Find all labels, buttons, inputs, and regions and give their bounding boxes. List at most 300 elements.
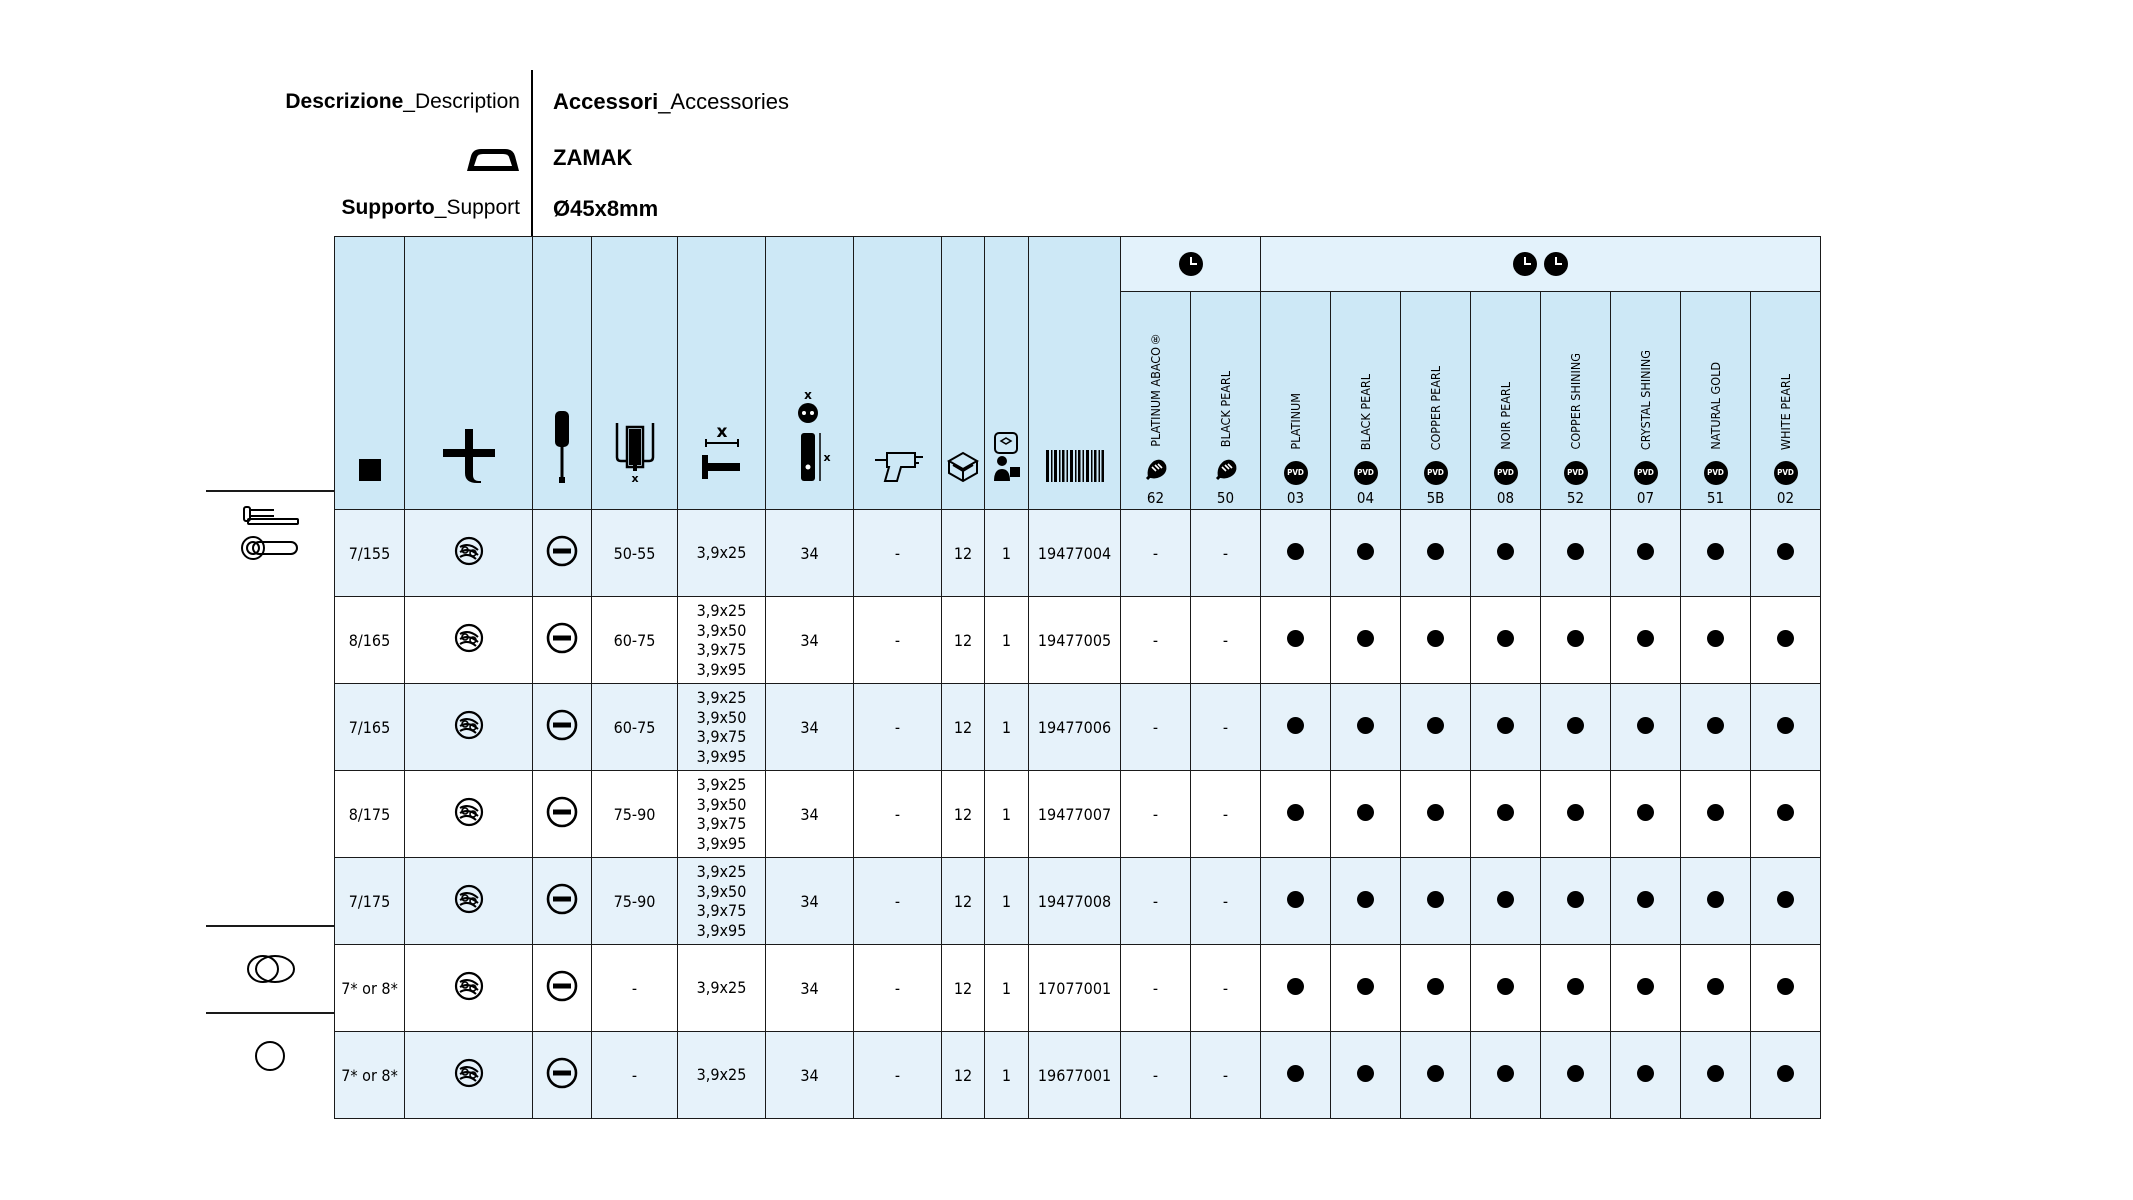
fixing-cell (405, 684, 533, 771)
spindle-cell: 8/175 (335, 771, 405, 858)
square-spindle-icon (357, 457, 383, 483)
drill-cell: - (854, 858, 942, 945)
box-cell: 12 (942, 1032, 985, 1119)
thickness-cell: 60-75 (592, 684, 678, 771)
code-cell: 19477005 (1029, 597, 1121, 684)
finish-availability (1401, 858, 1471, 945)
fixing-cell (405, 510, 533, 597)
finish-header (1331, 292, 1401, 510)
available-dot (1427, 543, 1444, 560)
available-dot (1427, 717, 1444, 734)
fixing-cell (405, 771, 533, 858)
hidden-fixing-icon (454, 623, 484, 653)
available-dot (1707, 630, 1724, 647)
finish-header (1681, 292, 1751, 510)
finish-availability (1401, 771, 1471, 858)
finish-availability (1681, 945, 1751, 1032)
available-dot (1707, 804, 1724, 821)
finish-availability (1611, 858, 1681, 945)
screws-cell (678, 1032, 766, 1119)
available-dot (1637, 543, 1654, 560)
header-pack (985, 237, 1029, 510)
lever-handle-icon (240, 505, 300, 561)
tool-cell (533, 597, 592, 684)
tool-cell (533, 771, 592, 858)
available-dot (1637, 978, 1654, 995)
finish-availability (1611, 597, 1681, 684)
screwdriver-slot-icon (546, 796, 578, 828)
screw-size: 3,9x50 (696, 620, 747, 640)
available-dot (1567, 891, 1584, 908)
pvd-badge: PVD (1774, 461, 1798, 485)
screw-size: 3,9x95 (696, 833, 747, 853)
finish-code: 03 (1286, 489, 1305, 507)
screwdriver-slot-icon (546, 709, 578, 741)
screws-cell (678, 684, 766, 771)
screwdriver-icon (552, 411, 572, 483)
finish-header (1121, 292, 1191, 510)
hidden-fixing-icon (454, 971, 484, 1001)
table-row (335, 684, 1821, 771)
available-dot (1427, 978, 1444, 995)
table-row (335, 597, 1821, 684)
available-dot (1287, 717, 1304, 734)
finish-availability (1331, 858, 1401, 945)
finish-availability (1471, 510, 1541, 597)
available-dot (1637, 630, 1654, 647)
available-dot (1287, 804, 1304, 821)
available-dot (1567, 804, 1584, 821)
clock-icon (1512, 251, 1538, 277)
screw-size: 3,9x25 (696, 1065, 747, 1085)
door-thickness-icon (613, 421, 657, 483)
table-row (335, 858, 1821, 945)
drill-cell: - (854, 945, 942, 1032)
screws-cell (678, 510, 766, 597)
clock-icon (1543, 251, 1569, 277)
screw-size: 3,9x25 (696, 543, 747, 563)
finish-name: COPPER SHINING (1568, 353, 1583, 450)
finish-availability (1681, 510, 1751, 597)
finish-availability (1541, 597, 1611, 684)
finish-availability (1541, 945, 1611, 1032)
thickness-cell: 75-90 (592, 771, 678, 858)
description-value: Accessori_Accessories (553, 89, 790, 114)
available-dot (1637, 717, 1654, 734)
finish-code: 04 (1356, 489, 1375, 507)
screwdriver-slot-icon (546, 970, 578, 1002)
screw-size: 3,9x75 (696, 640, 747, 659)
rose-cell: 34 (766, 597, 854, 684)
finish-availability (1751, 597, 1821, 684)
screws-cell (678, 597, 766, 684)
spindle-cell: 7* or 8* (335, 1032, 405, 1119)
available-dot (1707, 543, 1724, 560)
header-tool (533, 237, 592, 510)
box-icon (945, 449, 981, 483)
box-cell: 12 (942, 510, 985, 597)
tool-cell (533, 510, 592, 597)
finish-availability: - (1121, 858, 1191, 945)
pvd-badge: PVD (1564, 461, 1588, 485)
available-dot (1707, 891, 1724, 908)
header-box (942, 237, 985, 510)
available-dot (1567, 543, 1584, 560)
pack-cell: 1 (985, 510, 1029, 597)
finish-availability (1751, 1032, 1821, 1119)
finish-code: 51 (1706, 489, 1725, 507)
box-cell: 12 (942, 858, 985, 945)
finish-availability (1401, 945, 1471, 1032)
box-cell: 12 (942, 945, 985, 1032)
screw-size: 3,9x75 (696, 727, 747, 746)
finish-header (1261, 292, 1331, 510)
finish-availability (1471, 858, 1541, 945)
box-cell: 12 (942, 684, 985, 771)
finish-name: NOIR PEARL (1498, 382, 1513, 450)
header-spindle (335, 237, 405, 510)
pack-cell: 1 (985, 771, 1029, 858)
finish-availability (1331, 945, 1401, 1032)
material-value: ZAMAK (553, 145, 633, 170)
finish-header (1611, 292, 1681, 510)
tool-cell (533, 858, 592, 945)
finish-availability (1401, 1032, 1471, 1119)
finish-availability: - (1121, 771, 1191, 858)
special-finish-icon (1144, 457, 1168, 481)
info-divider (531, 70, 533, 236)
thickness-cell: - (592, 945, 678, 1032)
available-dot (1427, 630, 1444, 647)
product-table (334, 236, 1821, 1119)
available-dot (1497, 978, 1514, 995)
table-row (335, 510, 1821, 597)
svg-text:x: x (630, 472, 639, 483)
pvd-badge: PVD (1634, 461, 1658, 485)
clock-icon (1178, 251, 1204, 277)
rose-thickness-icon (788, 387, 832, 483)
box-cell: 12 (942, 597, 985, 684)
finish-availability (1331, 510, 1401, 597)
finish-availability (1471, 945, 1541, 1032)
available-dot (1637, 804, 1654, 821)
drill-cell: - (854, 1032, 942, 1119)
screw-size: 3,9x25 (696, 688, 747, 707)
finish-availability (1541, 510, 1611, 597)
finish-availability (1681, 858, 1751, 945)
drill-cell: - (854, 771, 942, 858)
available-dot (1567, 630, 1584, 647)
header-drill (854, 237, 942, 510)
header-fixing (405, 237, 533, 510)
description-label: Descrizione_Description (285, 90, 520, 113)
finish-code: 50 (1216, 489, 1235, 507)
code-cell: 19477008 (1029, 858, 1121, 945)
finish-availability (1401, 597, 1471, 684)
screw-size: 3,9x25 (696, 775, 747, 794)
finish-availability: - (1121, 945, 1191, 1032)
group-divider (206, 490, 334, 492)
rose-cell: 34 (766, 1032, 854, 1119)
finish-availability (1611, 510, 1681, 597)
pvd-badge: PVD (1494, 461, 1518, 485)
header-screws (678, 237, 766, 510)
finish-availability (1751, 510, 1821, 597)
thickness-cell: 75-90 (592, 858, 678, 945)
fixing-cell (405, 597, 533, 684)
support-label: Supporto_Support (341, 196, 520, 219)
finish-header (1751, 292, 1821, 510)
available-dot (1287, 543, 1304, 560)
table-row (335, 945, 1821, 1032)
finish-availability (1681, 771, 1751, 858)
finish-name: PLATINUM ABACO® (1148, 332, 1163, 447)
hidden-fixing-icon (454, 536, 484, 566)
finish-name: BLACK PEARL (1218, 370, 1233, 447)
finish-code: 52 (1566, 489, 1585, 507)
table-row (335, 1032, 1821, 1119)
drill-cell: - (854, 597, 942, 684)
screw-size: 3,9x95 (696, 746, 747, 766)
finish-name: PLATINUM (1288, 393, 1303, 450)
pvd-badge: PVD (1424, 461, 1448, 485)
rose-cell: 34 (766, 510, 854, 597)
rose-cell: 34 (766, 858, 854, 945)
screw-size: 3,9x50 (696, 794, 747, 814)
code-cell: 19477006 (1029, 684, 1121, 771)
available-dot (1777, 543, 1794, 560)
finish-availability (1401, 684, 1471, 771)
finish-availability (1751, 684, 1821, 771)
finish-availability (1331, 771, 1401, 858)
finish-availability: - (1121, 684, 1191, 771)
available-dot (1777, 978, 1794, 995)
available-dot (1497, 1065, 1514, 1082)
pack-cell: 1 (985, 945, 1029, 1032)
screw-size: 3,9x25 (696, 862, 747, 881)
tool-cell (533, 1032, 592, 1119)
finish-availability: - (1191, 684, 1261, 771)
screw-size: 3,9x25 (696, 601, 747, 620)
thickness-cell: 60-75 (592, 597, 678, 684)
screwdriver-slot-icon (546, 883, 578, 915)
finish-availability (1261, 1032, 1331, 1119)
available-dot (1567, 717, 1584, 734)
finish-availability: - (1191, 1032, 1261, 1119)
code-cell: 19477004 (1029, 510, 1121, 597)
available-dot (1357, 804, 1374, 821)
available-dot (1777, 804, 1794, 821)
hidden-fixing-icon (454, 884, 484, 914)
pvd-badge: PVD (1284, 461, 1308, 485)
available-dot (1707, 1065, 1724, 1082)
spindle-cell: 8/165 (335, 597, 405, 684)
available-dot (1427, 891, 1444, 908)
finish-availability (1681, 684, 1751, 771)
finish-availability: - (1191, 597, 1261, 684)
rose-cell: 34 (766, 945, 854, 1032)
finish-availability: - (1191, 510, 1261, 597)
available-dot (1357, 630, 1374, 647)
available-dot (1357, 1065, 1374, 1082)
finish-availability (1471, 597, 1541, 684)
screw-size: 3,9x25 (696, 978, 747, 998)
pvd-badge: PVD (1354, 461, 1378, 485)
zamak-rose-profile-icon (465, 144, 521, 174)
available-dot (1497, 804, 1514, 821)
finish-availability: - (1121, 510, 1191, 597)
hidden-fixing-icon (454, 710, 484, 740)
finish-availability (1331, 597, 1401, 684)
finish-availability (1331, 684, 1401, 771)
rose-cell: 34 (766, 771, 854, 858)
finish-availability (1261, 945, 1331, 1032)
group-divider (206, 925, 334, 927)
finish-availability (1611, 771, 1681, 858)
available-dot (1287, 630, 1304, 647)
finish-availability: - (1191, 945, 1261, 1032)
package-person-icon (992, 431, 1022, 483)
header-code (1029, 237, 1121, 510)
box-cell: 12 (942, 771, 985, 858)
available-dot (1777, 891, 1794, 908)
pvd-badge: PVD (1704, 461, 1728, 485)
finish-header (1541, 292, 1611, 510)
oval-rose-icon (245, 953, 297, 985)
available-dot (1357, 891, 1374, 908)
group-two-clocks (1261, 237, 1821, 292)
available-dot (1637, 891, 1654, 908)
svg-text:x: x (716, 422, 727, 442)
finish-header (1471, 292, 1541, 510)
spindle-cell: 7* or 8* (335, 945, 405, 1032)
cross-fixing-icon (441, 427, 497, 483)
code-cell: 19677001 (1029, 1032, 1121, 1119)
available-dot (1287, 891, 1304, 908)
svg-text:x: x (803, 388, 812, 402)
available-dot (1357, 717, 1374, 734)
available-dot (1287, 978, 1304, 995)
hidden-fixing-icon (454, 1058, 484, 1088)
table-row (335, 771, 1821, 858)
finish-availability (1401, 510, 1471, 597)
finish-availability (1611, 1032, 1681, 1119)
available-dot (1287, 1065, 1304, 1082)
finish-availability (1681, 1032, 1751, 1119)
special-finish-icon (1214, 457, 1238, 481)
finish-availability (1751, 945, 1821, 1032)
finish-availability (1261, 858, 1331, 945)
finish-name: NATURAL GOLD (1708, 362, 1723, 450)
finish-availability (1541, 858, 1611, 945)
svg-text:x: x (822, 451, 831, 464)
finish-availability (1471, 684, 1541, 771)
tool-cell (533, 945, 592, 1032)
finish-availability (1541, 1032, 1611, 1119)
group-divider (206, 1012, 334, 1014)
available-dot (1707, 717, 1724, 734)
available-dot (1357, 978, 1374, 995)
thickness-cell: 50-55 (592, 510, 678, 597)
support-value: Ø45x8mm (553, 196, 659, 221)
available-dot (1497, 630, 1514, 647)
hidden-fixing-icon (454, 797, 484, 827)
available-dot (1497, 543, 1514, 560)
finish-availability (1261, 597, 1331, 684)
group-one-clock (1121, 237, 1261, 292)
finish-availability (1751, 771, 1821, 858)
fixing-cell (405, 945, 533, 1032)
available-dot (1357, 543, 1374, 560)
finish-code: 02 (1776, 489, 1795, 507)
finish-availability (1611, 684, 1681, 771)
finish-availability (1471, 771, 1541, 858)
rose-cell: 34 (766, 684, 854, 771)
code-cell: 17077001 (1029, 945, 1121, 1032)
finish-availability: - (1191, 858, 1261, 945)
fixing-cell (405, 858, 533, 945)
thickness-cell: - (592, 1032, 678, 1119)
finish-name: COPPER PEARL (1428, 365, 1443, 450)
finish-code: 07 (1636, 489, 1655, 507)
spindle-cell: 7/175 (335, 858, 405, 945)
finish-header (1401, 292, 1471, 510)
screw-size: 3,9x75 (696, 901, 747, 920)
tool-cell (533, 684, 592, 771)
spindle-cell: 7/155 (335, 510, 405, 597)
screwdriver-slot-icon (546, 1057, 578, 1089)
screws-cell (678, 771, 766, 858)
finish-availability (1751, 858, 1821, 945)
pack-cell: 1 (985, 597, 1029, 684)
drill-cell: - (854, 684, 942, 771)
finish-name: BLACK PEARL (1358, 373, 1373, 450)
fixing-cell (405, 1032, 533, 1119)
screw-size: 3,9x50 (696, 707, 747, 727)
screws-cell (678, 945, 766, 1032)
pack-cell: 1 (985, 858, 1029, 945)
finish-code: 08 (1496, 489, 1515, 507)
drill-icon (871, 449, 925, 483)
available-dot (1567, 978, 1584, 995)
screw-size: 3,9x95 (696, 659, 747, 679)
screw-size: 3,9x50 (696, 881, 747, 901)
available-dot (1427, 804, 1444, 821)
finish-availability (1261, 510, 1331, 597)
finish-availability (1261, 684, 1331, 771)
header-rose (766, 237, 854, 510)
finish-availability: - (1191, 771, 1261, 858)
screwdriver-slot-icon (546, 622, 578, 654)
available-dot (1497, 891, 1514, 908)
finish-availability (1681, 597, 1751, 684)
finish-availability (1541, 771, 1611, 858)
code-cell: 19477007 (1029, 771, 1121, 858)
finish-availability (1611, 945, 1681, 1032)
finish-code: 62 (1146, 489, 1165, 507)
finish-header (1191, 292, 1261, 510)
screw-size: 3,9x75 (696, 814, 747, 833)
finish-availability (1261, 771, 1331, 858)
finish-code: 5B (1426, 489, 1445, 507)
finish-availability (1471, 1032, 1541, 1119)
finish-availability (1541, 684, 1611, 771)
finish-name: CRYSTAL SHINING (1638, 349, 1653, 450)
available-dot (1777, 717, 1794, 734)
pack-cell: 1 (985, 1032, 1029, 1119)
available-dot (1497, 717, 1514, 734)
drill-cell: - (854, 510, 942, 597)
